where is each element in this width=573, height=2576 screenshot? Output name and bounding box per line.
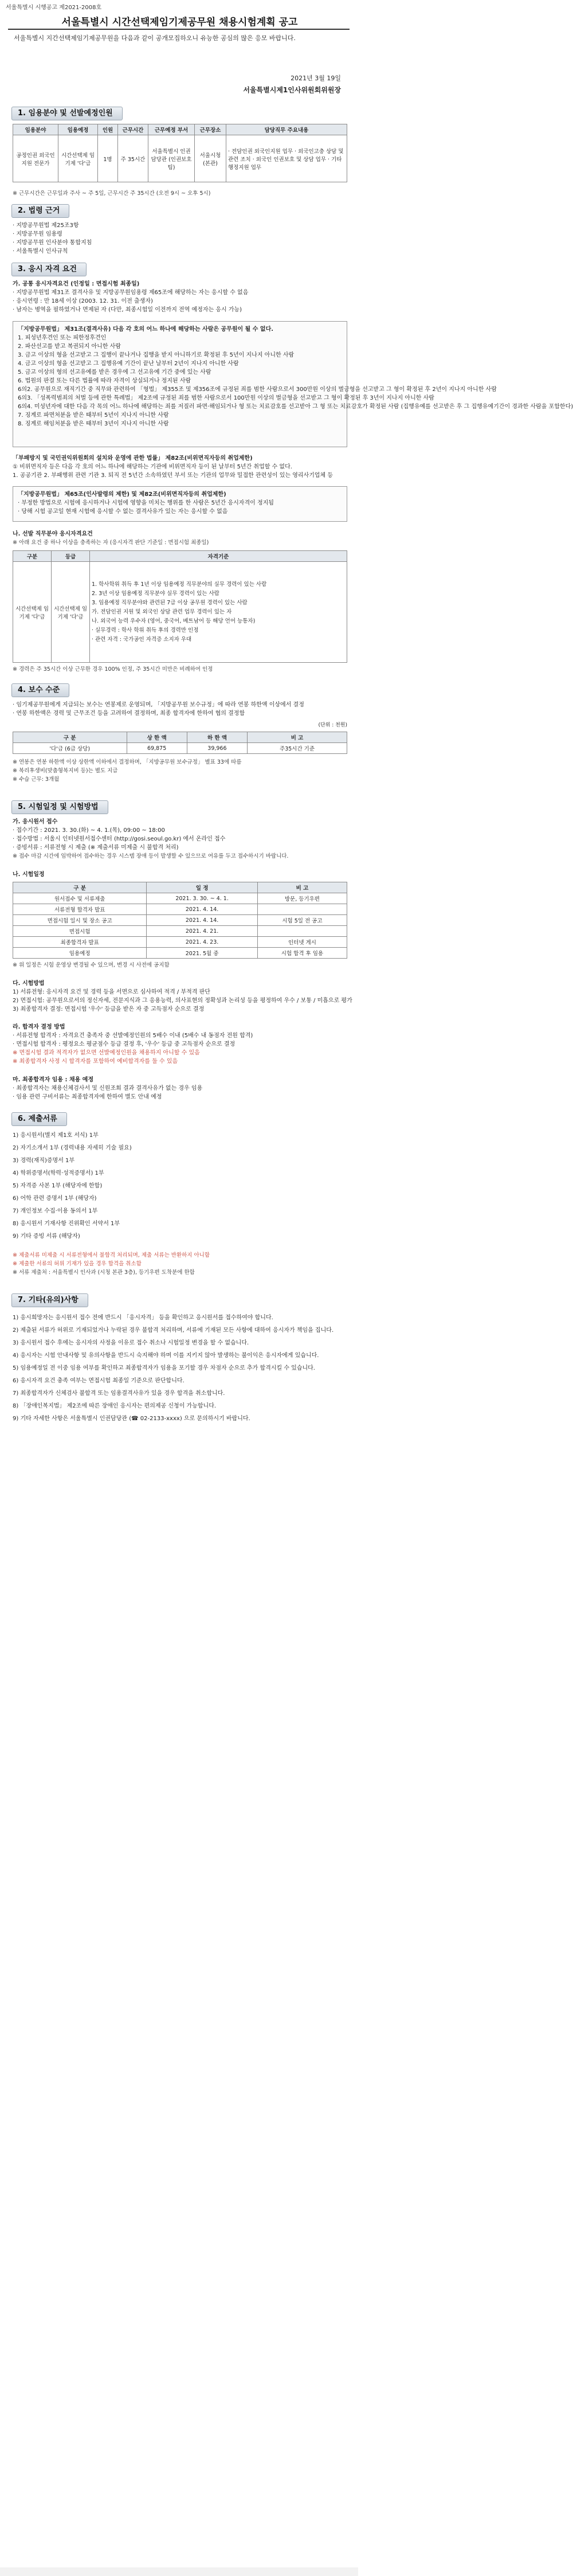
table-cell: 주35시간 기준 bbox=[248, 743, 347, 754]
table-cell: 인터넷 게시 bbox=[257, 937, 347, 948]
list-item: 7) 개인정보 수집·이용 동의서 1부 bbox=[13, 1208, 98, 1214]
title-divider bbox=[8, 29, 350, 30]
table-row bbox=[13, 904, 347, 915]
list-item: 2. 파산선고를 받고 복권되지 아니한 사람 bbox=[18, 343, 121, 350]
table-row bbox=[13, 562, 347, 663]
list-item: ※ 서류 제출처 : 서울특별시 인사과 (시청 본관 3층), 등기우편 도착분에 한함 bbox=[13, 1269, 195, 1276]
list-item: · 연봉 하한액은 경력 및 근무조건 등을 고려하여 결정하며, 최종 합격자에 한하여 협의 결정함 bbox=[13, 710, 245, 717]
subsection-note: ※ 아래 요건 중 하나 이상을 충족하는 자 (응시자격 판단 기준일 : 면접시험 최종일) bbox=[13, 540, 209, 546]
list-item: · 서류전형 합격자 : 자격요건 충족자 중 선발예정인원의 5배수 이내 (5배수 내 동점자 전원 합격) bbox=[13, 1033, 253, 1039]
table-header-cell: 임용분야 bbox=[13, 124, 58, 135]
list-item: 3) 응시원서 접수 후에는 응시자의 사정을 이유로 접수 취소나 시험일정 변경을 할 수 없습니다. bbox=[13, 1340, 249, 1346]
list-item: · 지방공무원법 제31조 결격사유 및 지방공무원임용령 제65조에 해당하는 자는 응시할 수 없음 bbox=[13, 290, 249, 296]
table-row bbox=[13, 893, 347, 904]
list-item: 1. 피성년후견인 또는 피한정후견인 bbox=[18, 335, 107, 341]
application-receipt bbox=[13, 818, 347, 861]
table-cell: 69,875 bbox=[127, 743, 187, 754]
list-item: · 지방공무원법 제25조3항 bbox=[13, 222, 79, 229]
exam-method bbox=[13, 979, 352, 1014]
table-header-cell: 비 고 bbox=[248, 732, 347, 743]
page-footer bbox=[0, 2567, 358, 2576]
list-item: 5) 임용예정일 전 이중 임용 여부를 확인하고 최종합격자가 임용을 포기할 경우 차점자 순으로 추가 합격시킬 수 있습니다. bbox=[13, 1365, 315, 1371]
list-item: · 접수방법 : 서울시 인터넷원서접수센터 (http://gosi.seoul.go.kr) 에서 온라인 접수 bbox=[13, 836, 226, 842]
table-cell: 2021. 4. 14. bbox=[147, 904, 258, 915]
law-list bbox=[13, 221, 347, 256]
pay-notes bbox=[13, 758, 347, 784]
list-item: 5) 자격증 사본 1부 (해당자에 한함) bbox=[13, 1183, 103, 1189]
list-item: · 지방공무원 임용령 bbox=[13, 231, 62, 237]
list-item: 9) 기타 자세한 사항은 서울특별시 인권담당관 (☎ 02-2133-xxxx) 으로 문의하시기 바랍니다. bbox=[13, 1416, 250, 1422]
list-item: 6) 응시자격 요건 충족 여부는 면접시험 최종일 기준으로 판단합니다. bbox=[13, 1378, 185, 1384]
table-header-row bbox=[13, 882, 347, 893]
subsection-title: 마. 최종합격자 임용 : 채용 예정 bbox=[13, 1077, 94, 1083]
table-cell: 시간선택제 임기제 '다'급 bbox=[52, 562, 90, 663]
list-item: 5. 금고 이상의 형의 선고유예를 받은 경우에 그 선고유예 기간 중에 있는 사람 bbox=[18, 369, 211, 376]
pass-criteria bbox=[13, 1023, 347, 1066]
table-cell: 면접시험 일시 및 장소 공고 bbox=[13, 915, 147, 926]
list-item: 6. 법원의 판결 또는 다른 법률에 따라 자격이 상실되거나 정지된 사람 bbox=[18, 378, 191, 384]
table-row bbox=[13, 948, 347, 959]
list-item: ① 비위면직자 등은 다음 각 호의 어느 하나에 해당하는 기관에 비위면직자 등이 된 날부터 5년간 취업할 수 없다. bbox=[13, 464, 292, 470]
table-cell: 임용예정 bbox=[13, 948, 147, 959]
list-item: 9) 기타 증빙 서류 (해당자) bbox=[13, 1233, 80, 1240]
table-header-cell: 근무장소 bbox=[195, 124, 226, 135]
table-cell: 시험 5일 전 공고 bbox=[257, 915, 347, 926]
field-requirements-title bbox=[13, 530, 347, 547]
table-header-cell: 구 분 bbox=[13, 732, 127, 743]
list-item: 7. 징계로 파면처분을 받은 때부터 5년이 지나지 아니한 사람 bbox=[18, 412, 169, 419]
qualification-table bbox=[13, 550, 347, 663]
section-heading-2: 2. 법령 근거 bbox=[11, 204, 69, 218]
subsection-title: 가. 공통 응시자격요건 (인정일 : 면접시험 최종일) bbox=[13, 281, 140, 287]
list-item: 1. 학사학위 취득 후 1년 이상 임용예정 직무분야의 실무 경력이 있는 사람 bbox=[92, 581, 267, 588]
list-item: 3) 최종합격자 결정: 면접시험 '우수' 등급을 받은 자 중 고득점자 순으로 결정 bbox=[13, 1006, 205, 1013]
section-heading-7: 7. 기타(유의)사항 bbox=[11, 1293, 88, 1307]
list-item: 6) 어학 관련 증명서 1부 (해당자) bbox=[13, 1195, 97, 1202]
table-cell: 2021. 5월 중 bbox=[147, 948, 258, 959]
subsection-title: 「부패방지 및 국민권익위원회의 설치와 운영에 관한 법률」 제82조(비위면직자등의 취업제한) bbox=[13, 455, 253, 462]
list-item: ※ 접수 마감 시간에 임박하여 접수하는 경우 시스템 장애 등이 발생할 수 있으므로 여유를 두고 접수하시기 바랍니다. bbox=[13, 853, 289, 859]
table-cell: 시간선택제 임기제 '다'급 bbox=[58, 135, 98, 182]
table-cell: 원서접수 및 서류제출 bbox=[13, 893, 147, 904]
list-item: · 접수기간 : 2021. 3. 30.(화) ~ 4. 1.(목), 09:00 ~ 18:00 bbox=[13, 827, 165, 834]
list-item: · 증빙서류 : 서류전형 시 제출 (※ 제출서류 미제출 시 불합격 처리) bbox=[13, 845, 179, 851]
table-cell: 2021. 3. 30. ~ 4. 1. bbox=[147, 893, 258, 904]
table-cell: 2021. 4. 14. bbox=[147, 915, 258, 926]
list-item: · 서울특별시 인사규칙 bbox=[13, 248, 68, 255]
documents-notes bbox=[13, 1251, 347, 1277]
table-cell: 1명 bbox=[98, 135, 118, 182]
subsection-title: 나. 선발 직무분야 응시자격요건 bbox=[13, 531, 93, 537]
box-title: 「지방공무원법」 제65조(인사발령의 제한) 및 제82조(비위면직자등의 취업제한) bbox=[18, 491, 226, 498]
section-heading-1: 1. 임용분야 및 선발예정인원 bbox=[11, 107, 123, 120]
table-cell: 최종합격자 발표 bbox=[13, 937, 147, 948]
list-item: 4) 학위증명서(학력·성적증명서) 1부 bbox=[13, 1170, 104, 1176]
list-item: 나. 외국어 능력 우수자 (영어, 중국어, 베트남어 등 해당 언어 능통자) bbox=[92, 617, 256, 624]
table-cell: 공정인권 외국인지원 전문가 bbox=[13, 135, 58, 182]
notice-list bbox=[13, 1312, 347, 1425]
appointment-restriction-box bbox=[13, 486, 347, 522]
table-header-cell: 하 한 액 bbox=[187, 732, 247, 743]
pay-description bbox=[13, 701, 347, 718]
list-item: 4. 금고 이상의 형을 선고받고 그 집행유예 기간이 끝난 날부터 2년이 지나지 아니한 사람 bbox=[18, 361, 239, 367]
intro-text: 서울특별시 지간선택제임기제공무원을 다음과 같이 공개모집하오니 유능한 공심의 많은 응모 바랍니다. bbox=[14, 34, 296, 42]
employment-restriction bbox=[13, 454, 347, 480]
list-item: ※ 최종합격자 사정 시 합격자를 포함하여 예비합격자를 둘 수 있음 bbox=[13, 1058, 178, 1065]
table-cell: 시간선택제 임기제 '다'급 bbox=[13, 562, 52, 663]
notice-number: 서울특별시 시행공고 제2021-2008호 bbox=[6, 5, 102, 11]
list-item: · 지방공무원 인사분야 통합지침 bbox=[13, 240, 92, 246]
table-cell bbox=[257, 926, 347, 937]
table-header-cell: 일 정 bbox=[147, 882, 258, 893]
list-item: 3. 금고 이상의 형을 선고받고 그 집행이 끝나거나 집행을 받지 아니하기로 확정된 후 5년이 지나지 아니한 사람 bbox=[18, 352, 295, 358]
schedule-note: ※ 위 일정은 시험 운영상 변경될 수 있으며, 변경 시 사전에 공지함 bbox=[13, 962, 170, 968]
recruitment-table bbox=[13, 124, 347, 182]
list-item: ※ 연봉은 연봉 하한액 이상 상한액 이하에서 결정하며, 「지방공무원 보수규정」 별표 33에 따름 bbox=[13, 759, 242, 765]
list-item: 2) 면접시험: 공무원으로서의 정신자세, 전문지식과 그 응용능력, 의사표현의 정확성과 논리성 등을 평정하여 우수 / 보통 / 미흡으로 평가 bbox=[13, 998, 352, 1004]
table-header-cell: 임용예정 bbox=[58, 124, 98, 135]
list-item: 1) 응시희망자는 응시원서 접수 전에 반드시 「응시자격」 등을 확인하고 응시원서를 접수하여야 합니다. bbox=[13, 1315, 273, 1321]
notice-date: 2021년 3월 19일 bbox=[291, 75, 341, 82]
list-item: 6의4. 미성년자에 대한 다음 각 목의 어느 하나에 해당하는 죄를 저질러 파면·해임되거나 형 또는 치료감호를 선고받아 그 형 또는 치료감호가 확정된 사람 (집행유예를 선고받은 후 그 집행유예기간이 경과한 사람을 포함한다) bbox=[18, 404, 573, 410]
subsection-title: 다. 시험방법 bbox=[13, 980, 45, 987]
list-item: 4) 응시자는 시험 안내사항 및 유의사항을 반드시 숙지해야 하며 이를 지키지 않아 발생하는 불이익은 응시자에게 있습니다. bbox=[13, 1353, 319, 1359]
table-header-cell: 구분 bbox=[13, 551, 52, 562]
table-header-cell: 근무시간 bbox=[118, 124, 148, 135]
list-item: · 부정한 방법으로 시험에 응시하거나 시험에 영향을 미치는 행위를 한 사람은 5년간 응시자격이 정지됨 bbox=[18, 500, 274, 506]
issuing-organization: 서울특별시제1인사위원회위원장 bbox=[243, 86, 341, 94]
list-item: 8) 응시원서 기재사항 진위확인 서약서 1부 bbox=[13, 1221, 120, 1227]
subsection-title: 가. 응시원서 접수 bbox=[13, 819, 58, 825]
list-item: 가. 전담인권 지원 및 외국인 상담 관련 업무 경력이 있는 자 bbox=[92, 608, 232, 615]
table-cell: 주 35시간 bbox=[118, 135, 148, 182]
table-cell: 2021. 4. 21. bbox=[147, 926, 258, 937]
table-cell: '다'급 (6급 상당) bbox=[13, 743, 127, 754]
list-item: 2. 3년 이상 임용예정 직무분야 실무 경력이 있는 사람 bbox=[92, 590, 219, 597]
table-cell: · 전담인권 외국인지원 업무 · 외국인고충 상담 및 관련 조치 · 외국인 인권보호 및 상담 업무 · 기타 행정지원 업무 bbox=[226, 135, 347, 182]
list-item: · 관련 자격 : 국가공인 자격증 소지자 우대 bbox=[92, 636, 192, 643]
table-cell bbox=[90, 562, 347, 663]
list-item: · 임기제공무원에게 지급되는 보수는 연봉제로 운영되며, 「지방공무원 보수규정」에 따라 연봉 하한액 이상에서 결정 bbox=[13, 702, 304, 708]
subsection-title: 나. 시험일정 bbox=[13, 871, 45, 878]
list-item: ※ 제출서류 미제출 시 서류전형에서 불합격 처리되며, 제출 서류는 반환하지 아니함 bbox=[13, 1252, 210, 1258]
documents-list bbox=[13, 1129, 347, 1243]
table-cell: 방문, 등기우편 bbox=[257, 893, 347, 904]
list-item: 6의3. 「성폭력범죄의 처벌 등에 관한 특례법」 제2조에 규정된 죄를 범한 사람으로서 100만원 이상의 벌금형을 선고받고 그 형이 확정된 후 3년이 지나지 아니한 사람 bbox=[18, 395, 434, 401]
list-item: 6의2. 공무원으로 재직기간 중 직무와 관련하여 「형법」 제355조 및 제356조에 규정된 죄를 범한 사람으로서 300만원 이상의 벌금형을 선고받고 그 형이 확정된 후 2년이 지나지 아니한 사람 bbox=[18, 386, 497, 393]
table-row bbox=[13, 926, 347, 937]
list-item: ※ 제출한 서류의 허위 기재가 있을 경우 합격을 취소함 bbox=[13, 1261, 142, 1267]
table-cell: 면접시험 bbox=[13, 926, 147, 937]
box-title: 「지방공무원법」 제31조(결격사유) 다음 각 호의 어느 하나에 해당하는 사람은 공무원이 될 수 없다. bbox=[18, 326, 274, 333]
list-item: · 면접시험 합격자 : 평정요소 평균점수 등급 결정 후, '우수' 등급 중 고득점자 순으로 결정 bbox=[13, 1041, 236, 1047]
section-heading-3: 3. 응시 자격 요건 bbox=[11, 263, 87, 276]
table-header-row bbox=[13, 732, 347, 743]
list-item: · 당해 시험 공고일 현재 시험에 응시할 수 없는 결격사유가 있는 자는 응시할 수 없음 bbox=[18, 509, 228, 515]
table-row bbox=[13, 743, 347, 754]
list-item: 2) 자기소개서 1부 (경력내용 자세히 기술 필요) bbox=[13, 1145, 132, 1151]
table-header-cell: 인원 bbox=[98, 124, 118, 135]
list-item: · 실무경력 : 학사 학위 취득 후의 경력만 인정 bbox=[92, 627, 199, 634]
table-header-cell: 상 한 액 bbox=[127, 732, 187, 743]
table-header-row bbox=[13, 124, 347, 135]
list-item: · 남자는 병역을 필하였거나 면제된 자 (다만, 최종시험일 이전까지 전역 예정자는 응시 가능) bbox=[13, 307, 242, 313]
schedule-footnote: ※ 근무시간은 근무일과 주사 ~ 주 5일, 근무시간 주 35시간 (오전 9시 ~ 오후 5시) bbox=[13, 190, 211, 197]
list-item: · 응시연령 : 만 18세 이상 (2003. 12. 31. 이전 출생자) bbox=[13, 298, 153, 304]
list-item: ※ 복리후생비(맞춤형복지비 등)는 별도 지급 bbox=[13, 768, 118, 774]
list-item: 1) 서류전형: 응시자격 요건 및 경력 등을 서면으로 심사하여 적격 / 부적격 판단 bbox=[13, 989, 210, 995]
list-item: 8) 「장애인복지법」 제2조에 따른 장애인 응시자는 편의제공 신청이 가능합니다. bbox=[13, 1403, 217, 1409]
section-heading-5: 5. 시험일정 및 시험방법 bbox=[11, 800, 108, 814]
table-cell: 39,966 bbox=[187, 743, 247, 754]
table-header-cell: 자격기준 bbox=[90, 551, 347, 562]
table-row bbox=[13, 937, 347, 948]
table-cell: 시험 합격 후 임용 bbox=[257, 948, 347, 959]
common-requirements bbox=[13, 280, 347, 314]
list-item: · 임용 관련 구비서류는 최종합격자에 한하여 별도 안내 예정 bbox=[13, 1094, 162, 1100]
table-header-cell: 구 분 bbox=[13, 882, 147, 893]
list-item: 1) 응시원서(별지 제1호 서식) 1부 bbox=[13, 1132, 99, 1139]
subsection-title: 라. 합격자 결정 방법 bbox=[13, 1024, 65, 1030]
list-item: ※ 수습 근무: 3개월 bbox=[13, 776, 60, 783]
table-header-cell: 담당직무 주요내용 bbox=[226, 124, 347, 135]
table-header-cell: 근무예정 부서 bbox=[148, 124, 195, 135]
disqualification-box bbox=[13, 321, 573, 447]
table-row bbox=[13, 915, 347, 926]
section-heading-4: 4. 보수 수준 bbox=[11, 683, 69, 697]
table-header-cell: 등급 bbox=[52, 551, 90, 562]
schedule-table bbox=[13, 882, 347, 959]
list-item: · 최종합격자는 채용신체검사서 및 신원조회 결과 결격사유가 없는 경우 임용 bbox=[13, 1085, 203, 1092]
list-item: ※ 면접시험 결과 적격자가 없으면 선발예정인원을 채용하지 아니할 수 있음 bbox=[13, 1050, 200, 1056]
list-item: 1. 공공기관 2. 부패행위 관련 기관 3. 퇴직 전 5년간 소속하였던 부서 또는 기관의 업무와 밀접한 관련성이 있는 영리사기업체 등 bbox=[13, 472, 333, 479]
table-row bbox=[13, 135, 347, 182]
table-header-row bbox=[13, 551, 347, 562]
final-appointment bbox=[13, 1076, 347, 1101]
page-title: 서울특별시 시간선택제임기제공무원 채용시험계획 공고 bbox=[61, 17, 298, 28]
list-item: 3. 임용예정 직무분야와 관련된 7급 이상 공무원 경력이 있는 사람 bbox=[92, 599, 248, 606]
list-item: 8. 징계로 해임처분을 받은 때부터 3년이 지나지 아니한 사람 bbox=[18, 421, 169, 427]
pay-table bbox=[13, 732, 347, 754]
table-header-cell: 비 고 bbox=[257, 882, 347, 893]
table-cell: 서울시청 (본관) bbox=[195, 135, 226, 182]
section-heading-6: 6. 제출서류 bbox=[11, 1112, 67, 1126]
table-cell: 서울특별시 인권담당관 (인권보호팀) bbox=[148, 135, 195, 182]
list-item: 7) 최종합격자가 신체검사 불합격 또는 임용결격사유가 있을 경우 합격을 취소합니다. bbox=[13, 1390, 225, 1397]
table-cell: 서류전형 합격자 발표 bbox=[13, 904, 147, 915]
experience-note: ※ 경력은 주 35시간 이상 근무한 경우 100% 인정, 주 35시간 미만은 비례하여 인정 bbox=[13, 666, 213, 673]
list-item: 2) 제출된 서류가 허위로 기재되었거나 누락된 경우 불합격 처리하며, 서류에 기재된 모든 사항에 대하여 응시자가 책임을 집니다. bbox=[13, 1327, 334, 1334]
table-cell: 2021. 4. 23. bbox=[147, 937, 258, 948]
list-item: 3) 경력(재직)증명서 1부 bbox=[13, 1158, 75, 1164]
table-cell bbox=[257, 904, 347, 915]
pay-unit: (단위 : 천원) bbox=[318, 722, 347, 728]
